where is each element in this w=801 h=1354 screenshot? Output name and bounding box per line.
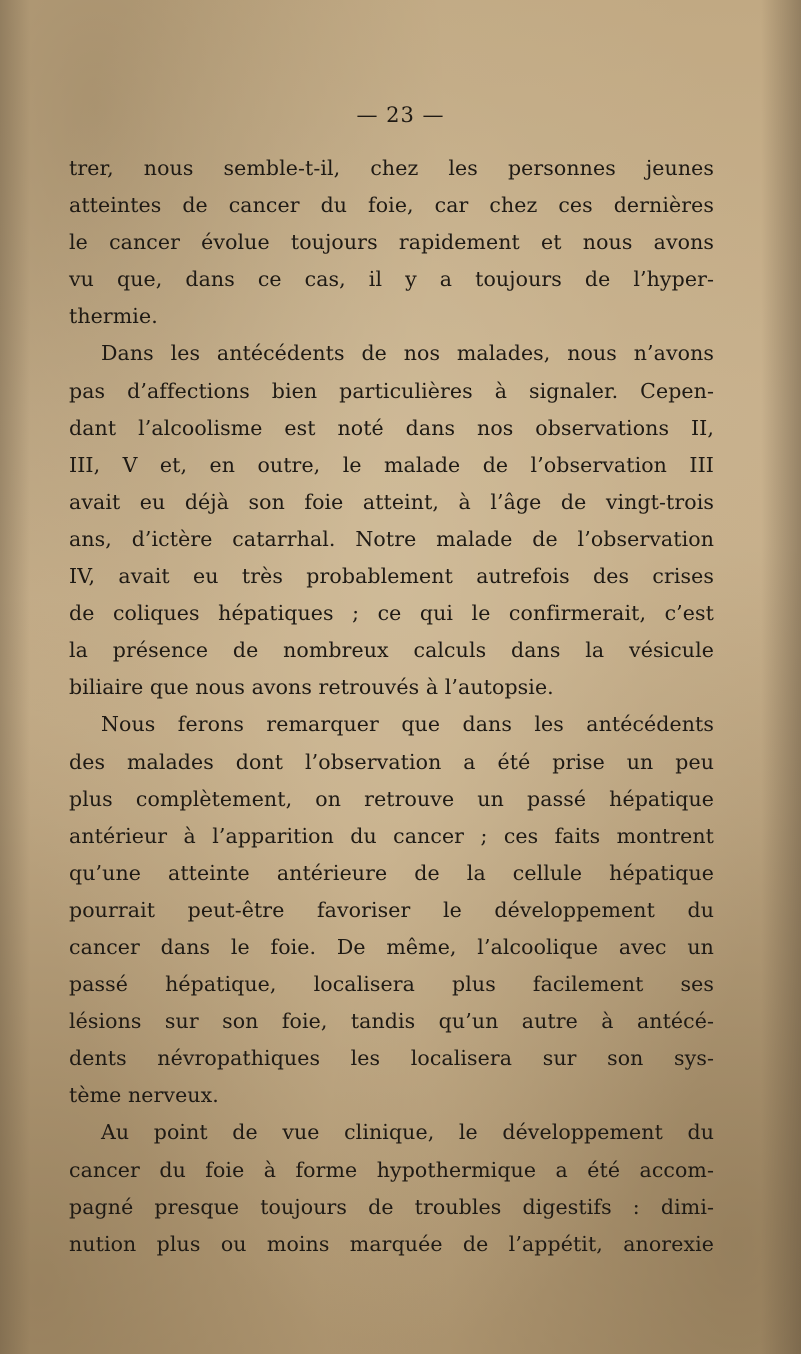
text-line: avait eu déjà son foie atteint, à l’âge de vingt-trois [69, 489, 714, 514]
body-text [69, 150, 714, 1263]
text-line: Nous ferons remarquer que dans les antécédents [101, 712, 714, 737]
text-line: Au point de vue clinique, le développement du [101, 1120, 714, 1145]
text-line: antérieur à l’apparition du cancer ; ces faits montrent [69, 823, 714, 848]
text-line: la présence de nombreux calculs dans la vésicule [69, 638, 714, 663]
text-line: pagné presque toujours de troubles digestifs : dimi- [69, 1194, 714, 1219]
text-line: des malades dont l’observation a été prise un peu [69, 749, 714, 774]
text-line: biliaire que nous avons retrouvés à l’autopsie. [69, 675, 554, 700]
text-line: tème nerveux. [69, 1083, 219, 1108]
text-line: lésions sur son foie, tandis qu’un autre à antécé- [69, 1009, 714, 1034]
text-line: pourrait peut-être favoriser le développement du [69, 897, 714, 922]
text-line: cancer dans le foie. De même, l’alcoolique avec un [69, 934, 714, 959]
text-line: ans, d’ictère catarrhal. Notre malade de l’observation [69, 526, 714, 551]
text-line: passé hépatique, localisera plus facilement ses [69, 972, 714, 997]
text-line: pas d’affections bien particulières à signaler. Cepen- [69, 378, 714, 403]
text-line: vu que, dans ce cas, il y a toujours de l’hyper- [69, 267, 714, 292]
text-line: qu’une atteinte antérieure de la cellule hépatique [69, 860, 714, 885]
page-shadow-right [761, 0, 801, 1354]
text-line: le cancer évolue toujours rapidement et nous avons [69, 230, 714, 255]
page-shadow-left [0, 0, 30, 1354]
text-line: III, V et, en outre, le malade de l’observation III [69, 452, 714, 477]
page-number: — 23 — [356, 103, 445, 127]
text-line: IV, avait eu très probablement autrefois des crises [69, 564, 714, 589]
text-line: dant l’alcoolisme est noté dans nos observations II, [69, 415, 714, 440]
text-line: plus complètement, on retrouve un passé hépatique [69, 786, 714, 811]
text-line: thermie. [69, 304, 158, 329]
text-line: nution plus ou moins marquée de l’appétit, anorexie [69, 1231, 714, 1256]
text-line: trer, nous semble-t-il, chez les personnes jeunes [69, 156, 714, 180]
text-line: de coliques hépatiques ; ce qui le confirmerait, c’est [69, 601, 714, 626]
text-line: dents névropathiques les localisera sur son sys- [69, 1046, 714, 1071]
text-line: cancer du foie à forme hypothermique a été accom- [69, 1157, 714, 1182]
text-line: Dans les antécédents de nos malades, nous n’avons [101, 341, 714, 366]
text-line: atteintes de cancer du foie, car chez ces dernières [69, 193, 714, 218]
